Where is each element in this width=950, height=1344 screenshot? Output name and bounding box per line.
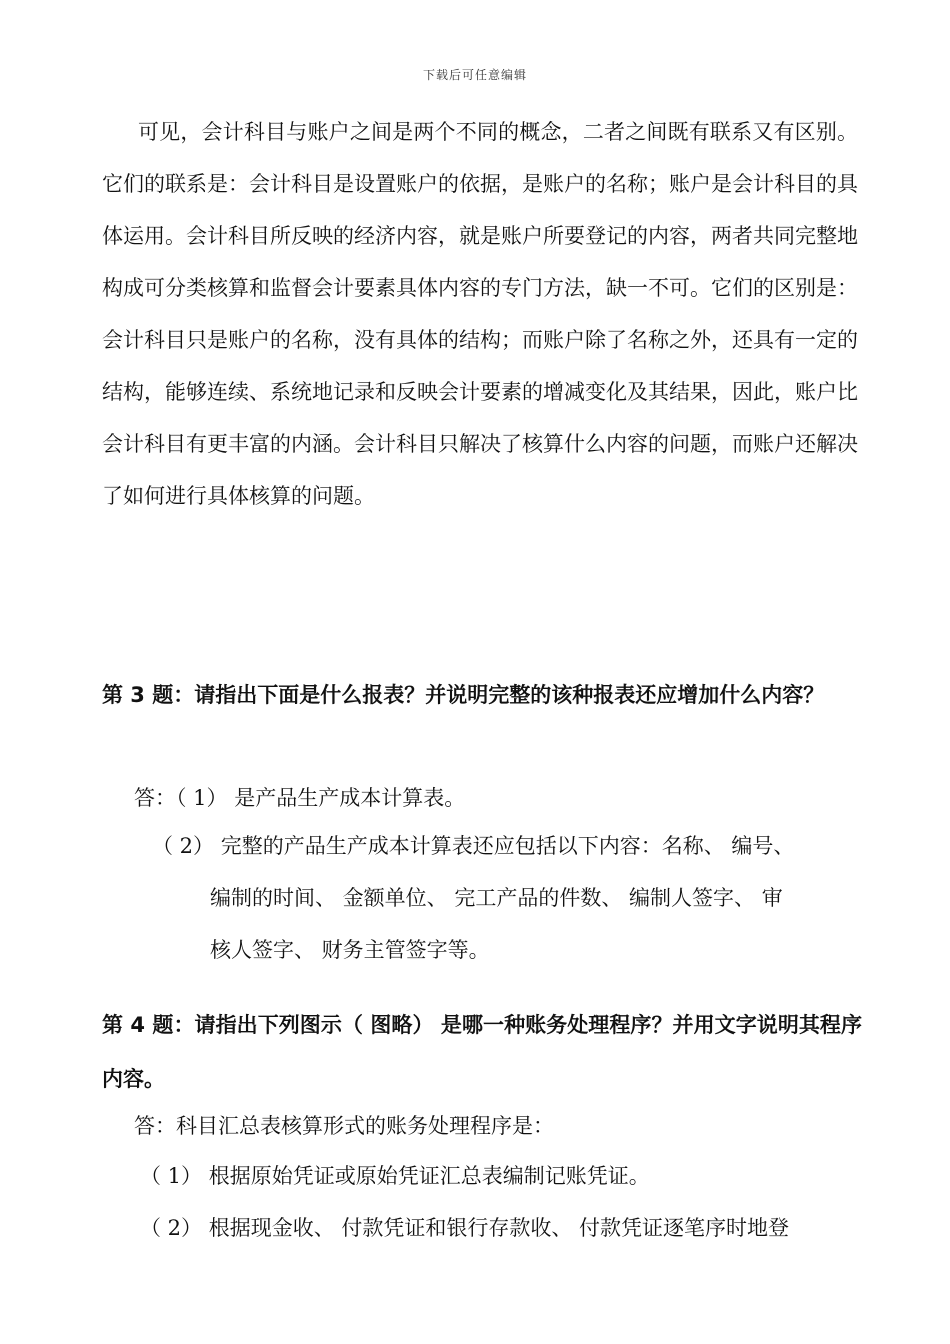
page-header: 下载后可任意编辑: [422, 68, 527, 82]
body-paragraph: 可见，会计科目与账户之间是两个不同的概念，二者之间既有联系又有区别。它们的联系是：会计科目是设置账户的依据，是账户的名称；账户是会计科目的具体运用。会计科目所反映的经济内容，就是账户所要登记的内容，两者共同完整地构成可分类核算和监督会计要素具体内容的专门方法，缺一不可。它们的区别是：会计科目只是账户的名称，没有具体的结构；而账户除了名称之外，还具有一定的结构，能够连续、系统地记录和反映会计要素的增减变化及其结果，因此，账户比会计科目有更丰富的内涵。会计科目只解决了核算什么内容的问题，而账户还解决了如何进行具体核算的问题。: [102, 120, 858, 508]
question-3-answer-line-1: 答：（ 1） 是产品生产成本计算表。: [134, 786, 466, 810]
question-3-answer-line-4: 核人签字、 财务主管签字等。: [210, 938, 490, 962]
question-4-answer-line-1: 答：科目汇总表核算形式的账务处理程序是：: [134, 1114, 554, 1138]
question-4-title: 第 4 题：请指出下列图示（ 图略） 是哪一种账务处理程序？并用文字说明其程序内容。: [102, 1013, 862, 1091]
question-3-answer-line-3: 编制的时间、 金额单位、 完工产品的件数、 编制人签字、 审: [210, 886, 783, 910]
question-4-answer-line-2: （ 1） 根据原始凭证或原始凭证汇总表编制记账凭证。: [140, 1164, 650, 1188]
question-3-title: 第 3 题：请指出下面是什么报表？并说明完整的该种报表还应增加什么内容？: [102, 683, 825, 707]
question-3-answer-line-2: （ 2） 完整的产品生产成本计算表还应包括以下内容：名称、 编号、: [152, 834, 795, 858]
question-4-answer-line-3: （ 2） 根据现金收、 付款凭证和银行存款收、 付款凭证逐笔序时地登: [140, 1216, 790, 1240]
